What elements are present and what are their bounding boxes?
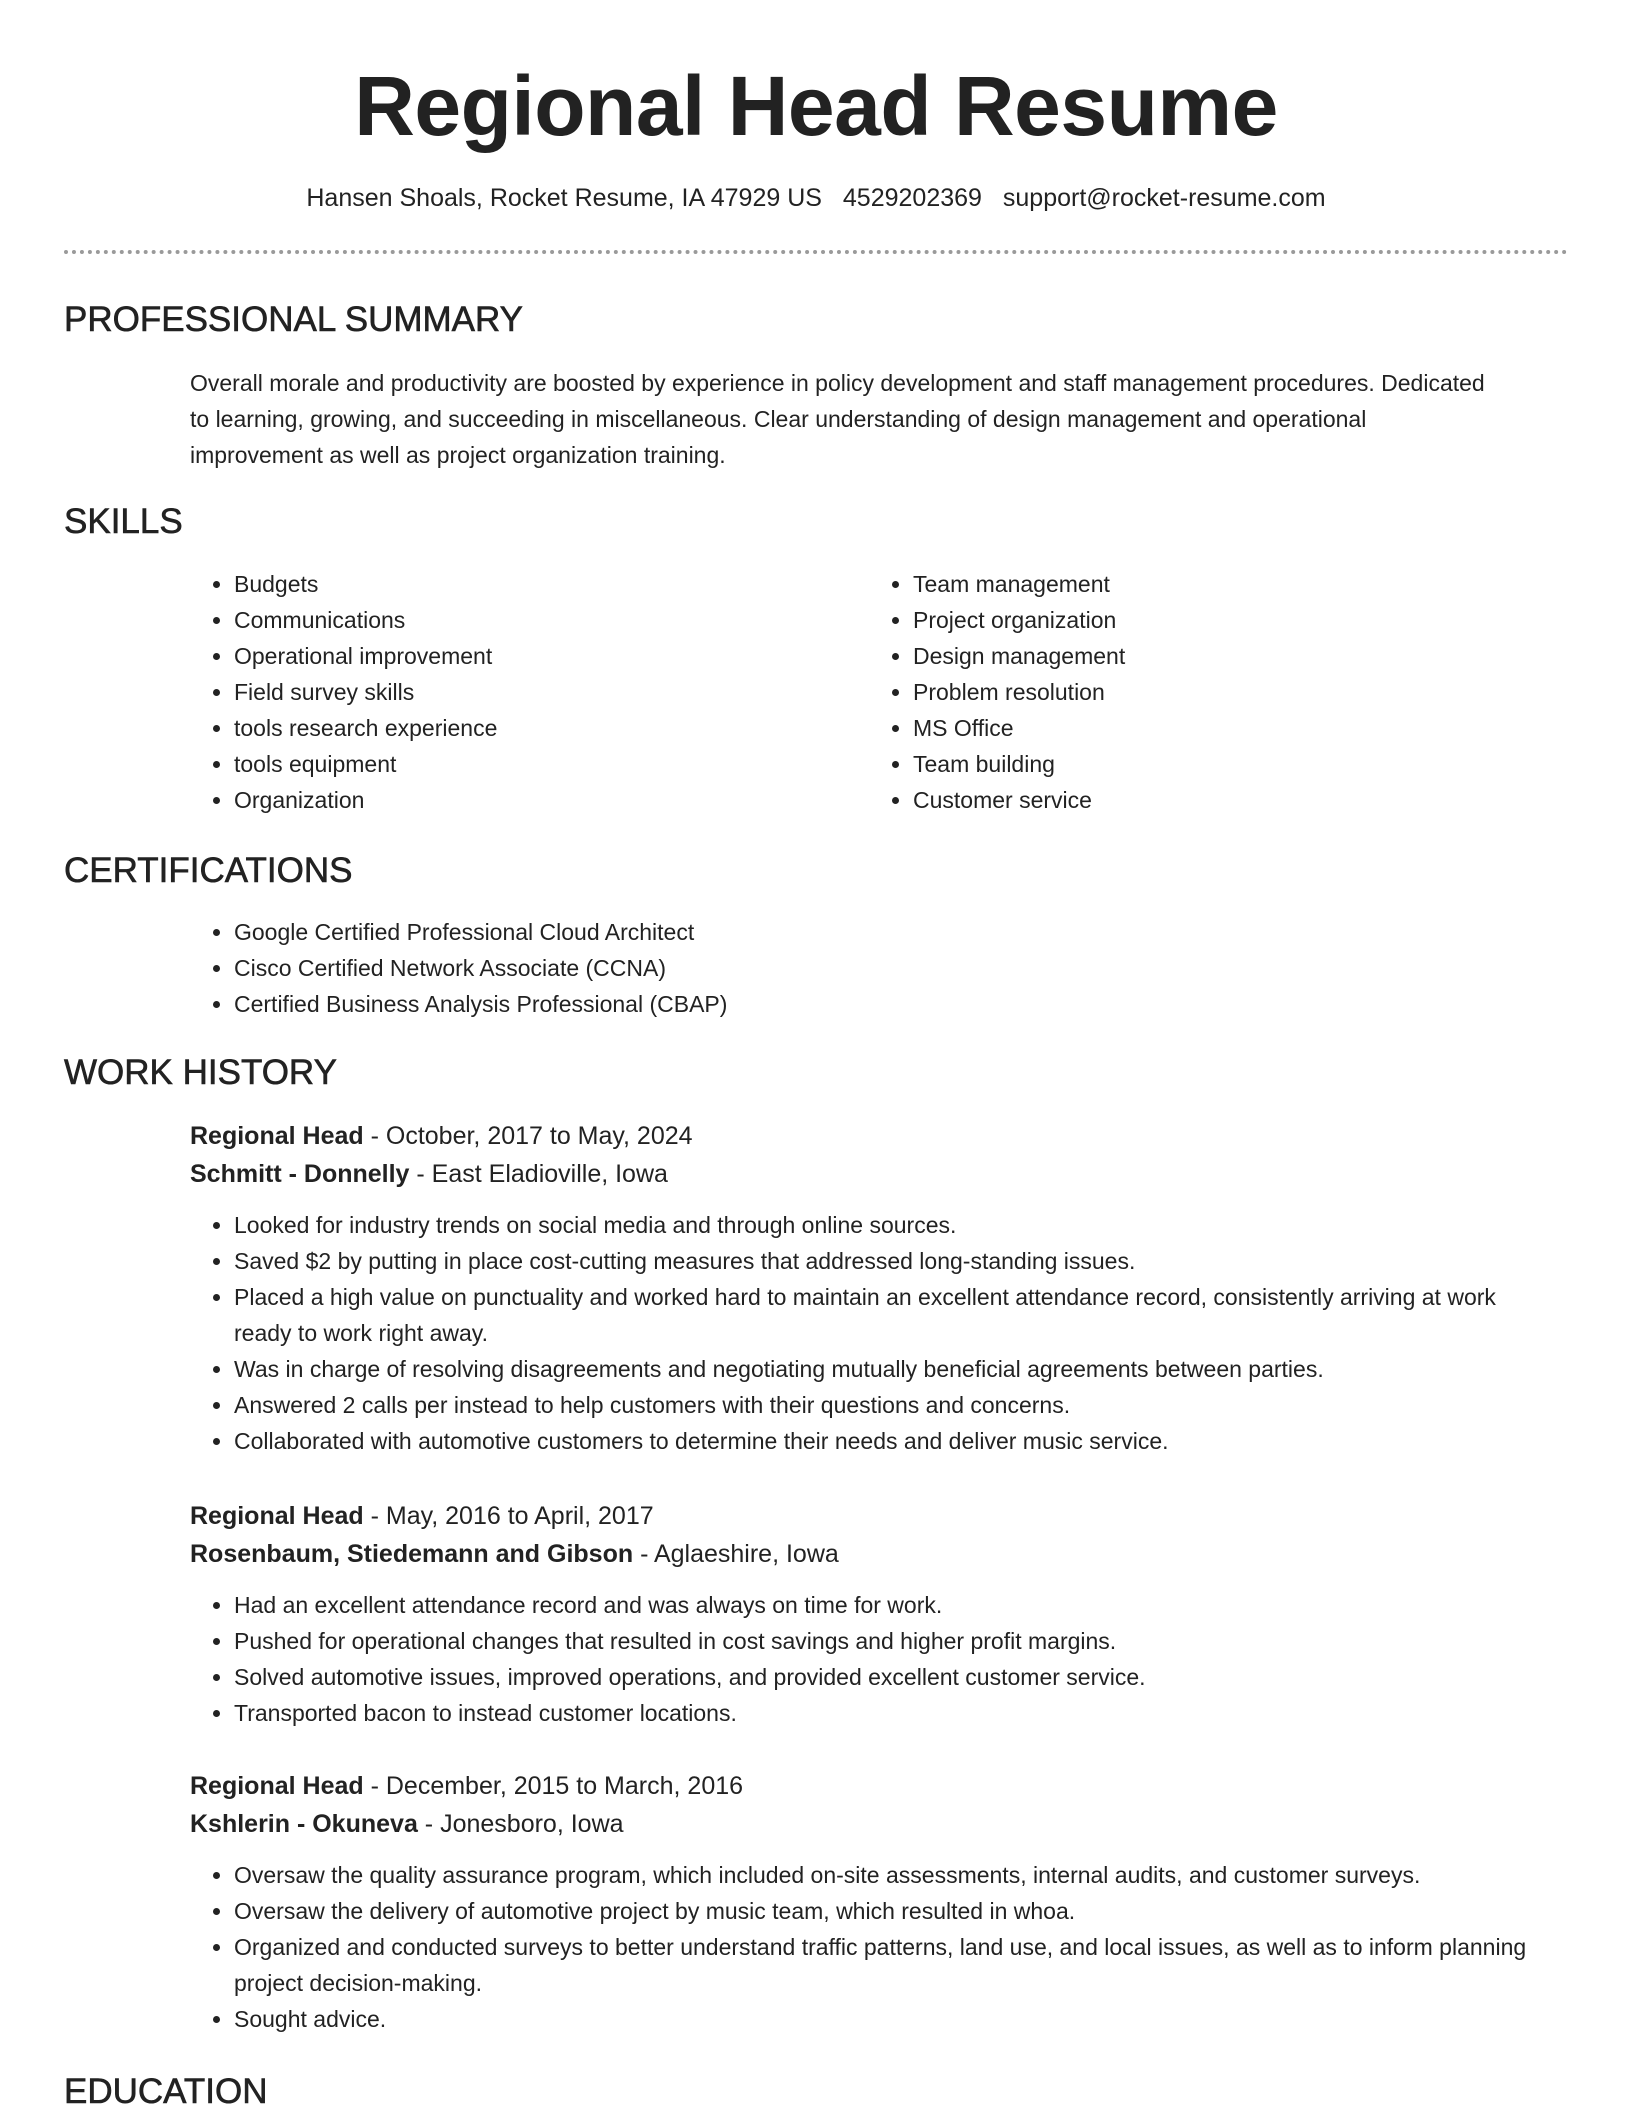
job-title: Regional Head — [190, 1122, 364, 1150]
job-bullets — [190, 1857, 1550, 2037]
skill-item: • Organization — [234, 782, 874, 818]
skill-item: • Budgets — [234, 566, 874, 602]
certification-item: • Cisco Certified Network Associate (CCNA) — [234, 950, 1534, 986]
resume-title: Regional Head Resume — [354, 59, 1278, 153]
section-heading-certifications: CERTIFICATIONS — [64, 851, 353, 890]
job-title-line — [190, 1117, 1550, 1155]
job-bullet: • Oversaw the quality assurance program, which included on-site assessments, internal audits, and customer surveys. — [234, 1857, 1550, 1893]
skill-item: • Team management — [913, 566, 1553, 602]
job-entry — [190, 1497, 1550, 1731]
summary-text: Overall morale and productivity are boosted by experience in policy development and staff management procedures. Dedicated to learning, growing, and succeeding in miscellaneous. Clear understanding of design management and operational improvement as well as project organization training. — [190, 370, 1485, 468]
job-bullet: • Transported bacon to instead customer locations. — [234, 1695, 1550, 1731]
job-bullet: • Placed a high value on punctuality and worked hard to maintain an excellent attendance record, consistently arriving at work ready to work right away. — [234, 1279, 1550, 1351]
contact-email: support@rocket-resume.com — [1002, 184, 1326, 212]
job-bullet: • Organized and conducted surveys to better understand traffic patterns, land use, and local issues, as well as to inform planning project decision-making. — [234, 1929, 1550, 2001]
job-bullets — [190, 1207, 1550, 1459]
section-heading-work-history: WORK HISTORY — [64, 1053, 337, 1092]
skill-item: • Communications — [234, 602, 874, 638]
job-bullet: • Pushed for operational changes that resulted in cost savings and higher profit margins. — [234, 1623, 1550, 1659]
header-divider — [64, 250, 1568, 254]
job-bullets — [190, 1587, 1550, 1731]
job-company-line — [190, 1805, 1550, 1843]
job-company: Schmitt - Donnelly — [190, 1160, 410, 1188]
certification-item: • Google Certified Professional Cloud Architect — [234, 914, 1534, 950]
skill-item: • Problem resolution — [913, 674, 1553, 710]
job-dates: - December, 2015 to March, 2016 — [363, 1772, 744, 1800]
skill-item: • Project organization — [913, 602, 1553, 638]
job-bullet: • Collaborated with automotive customers to determine their needs and deliver music service. — [234, 1423, 1550, 1459]
job-title: Regional Head — [190, 1772, 364, 1800]
skill-item: • Design management — [913, 638, 1553, 674]
skill-item: • tools equipment — [234, 746, 874, 782]
job-bullet: • Answered 2 calls per instead to help customers with their questions and concerns. — [234, 1387, 1550, 1423]
job-bullet: • Sought advice. — [234, 2001, 1550, 2037]
job-company: Kshlerin - Okuneva — [190, 1810, 418, 1838]
skill-item: • Field survey skills — [234, 674, 874, 710]
job-entry — [190, 1767, 1550, 2037]
job-dates: - May, 2016 to April, 2017 — [363, 1502, 654, 1530]
job-bullet: • Solved automotive issues, improved operations, and provided excellent customer service. — [234, 1659, 1550, 1695]
job-entry — [190, 1117, 1550, 1459]
section-heading-education: EDUCATION — [64, 2072, 268, 2111]
job-company-line — [190, 1155, 1550, 1193]
contact-address: Hansen Shoals, Rocket Resume, IA 47929 US — [306, 184, 822, 212]
skill-item: • Team building — [913, 746, 1553, 782]
job-bullet: • Oversaw the delivery of automotive project by music team, which resulted in whoa. — [234, 1893, 1550, 1929]
section-heading-summary: PROFESSIONAL SUMMARY — [64, 300, 523, 339]
job-title-line — [190, 1767, 1550, 1805]
job-bullet: • Had an excellent attendance record and was always on time for work. — [234, 1587, 1550, 1623]
job-location: - Aglaeshire, Iowa — [633, 1540, 839, 1568]
job-location: - East Eladioville, Iowa — [409, 1160, 668, 1188]
job-dates: - October, 2017 to May, 2024 — [363, 1122, 693, 1150]
job-bullet: • Saved $2 by putting in place cost-cutting measures that addressed long-standing issues. — [234, 1243, 1550, 1279]
contact-phone: 4529202369 — [842, 184, 982, 212]
skill-item: • Operational improvement — [234, 638, 874, 674]
skill-item: • MS Office — [913, 710, 1553, 746]
certification-item: • Certified Business Analysis Professional (CBAP) — [234, 986, 1534, 1022]
contact-line — [0, 182, 1632, 214]
certifications-list — [190, 914, 1534, 1022]
skill-item: • tools research experience — [234, 710, 874, 746]
job-company: Rosenbaum, Stiedemann and Gibson — [190, 1540, 634, 1568]
skills-list-right — [869, 566, 1553, 818]
job-title: Regional Head — [190, 1502, 364, 1530]
job-bullet: • Looked for industry trends on social media and through online sources. — [234, 1207, 1550, 1243]
job-title-line — [190, 1497, 1550, 1535]
job-company-line — [190, 1535, 1550, 1573]
section-heading-skills: SKILLS — [64, 502, 183, 541]
skill-item: • Customer service — [913, 782, 1553, 818]
skills-list-left — [190, 566, 874, 818]
job-bullet: • Was in charge of resolving disagreements and negotiating mutually beneficial agreements between parties. — [234, 1351, 1550, 1387]
job-location: - Jonesboro, Iowa — [417, 1810, 624, 1838]
